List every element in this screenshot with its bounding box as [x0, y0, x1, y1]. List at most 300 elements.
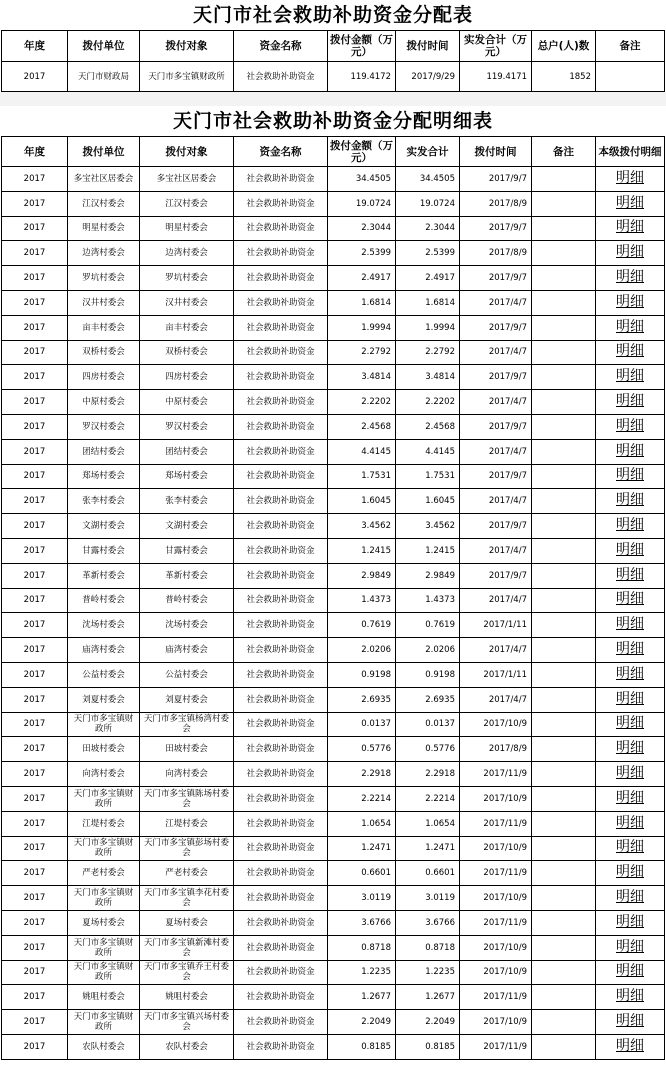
actual-total-cell: 4.4145: [396, 439, 460, 464]
actual-total-cell: 1.2471: [396, 836, 460, 861]
amount-cell: 3.6766: [328, 910, 396, 935]
detail-link-cell: [596, 514, 665, 539]
remark-cell: [532, 588, 596, 613]
amount-cell: 2.0206: [328, 638, 396, 663]
recipient-cell: 普岭村委会: [140, 588, 234, 613]
actual-total-cell: 1.7531: [396, 464, 460, 489]
remark-cell: [532, 960, 596, 985]
table-row: [2, 439, 665, 464]
amount-cell: 2.9849: [328, 563, 396, 588]
detail-link[interactable]: 明细: [616, 963, 644, 980]
remark-cell: [532, 886, 596, 911]
actual-total-cell: 0.6601: [396, 861, 460, 886]
remark-cell: [532, 340, 596, 365]
year-cell: 2017: [2, 687, 68, 712]
payer-cell: 天门市多宝镇财政所: [68, 935, 140, 960]
date-cell: 2017/8/9: [460, 737, 532, 762]
recipient-cell: 向湾村委会: [140, 762, 234, 787]
amount-cell: 2.4568: [328, 414, 396, 439]
amount-cell: 1.0654: [328, 811, 396, 836]
detail-link[interactable]: 明细: [616, 566, 644, 583]
remark-cell: [532, 1034, 596, 1059]
fund-name-cell: 社会救助补助资金: [234, 439, 328, 464]
amount-cell: 2.2049: [328, 1010, 396, 1035]
detail-link[interactable]: 明细: [616, 814, 644, 831]
recipient-cell: 罗汉村委会: [140, 414, 234, 439]
year-cell: 2017: [2, 191, 68, 216]
amount-cell: 2.6935: [328, 687, 396, 712]
year-cell: 2017: [2, 886, 68, 911]
remark-cell: [532, 514, 596, 539]
fund-name-cell: 社会救助补助资金: [234, 613, 328, 638]
actual-total-cell: 2.0206: [396, 638, 460, 663]
remark-cell: [596, 62, 665, 92]
detail-link-cell: [596, 340, 665, 365]
remark-cell: [532, 1010, 596, 1035]
year-cell: 2017: [2, 588, 68, 613]
amount-cell: 0.8718: [328, 935, 396, 960]
fund-name-cell: 社会救助补助资金: [234, 836, 328, 861]
column-header: 备注: [596, 31, 665, 62]
remark-cell: [532, 167, 596, 192]
payer-cell: 沈场村委会: [68, 613, 140, 638]
actual-total-cell: 3.4562: [396, 514, 460, 539]
amount-cell: 2.2214: [328, 786, 396, 811]
fund-name-cell: 社会救助补助资金: [234, 737, 328, 762]
detail-link-cell: [596, 886, 665, 911]
date-cell: 2017/11/9: [460, 910, 532, 935]
table-row: [2, 910, 665, 935]
amount-cell: 1.7531: [328, 464, 396, 489]
remark-cell: [532, 861, 596, 886]
recipient-cell: 姚咀村委会: [140, 985, 234, 1010]
detail-link-cell: [596, 712, 665, 737]
actual-total-cell: 2.2202: [396, 390, 460, 415]
remark-cell: [532, 489, 596, 514]
year-cell: 2017: [2, 836, 68, 861]
year-cell: 2017: [2, 613, 68, 638]
year-cell: 2017: [2, 762, 68, 787]
year-cell: 2017: [2, 439, 68, 464]
column-header: 拨付金额（万元）: [328, 137, 396, 167]
date-cell: 2017/9/7: [460, 514, 532, 539]
detail-section: [0, 106, 666, 1060]
date-cell: 2017/9/29: [396, 62, 460, 92]
fund-name-cell: 社会救助补助资金: [234, 762, 328, 787]
payer-cell: 罗坑村委会: [68, 266, 140, 291]
detail-link[interactable]: 明细: [616, 368, 644, 385]
recipient-cell: 田坡村委会: [140, 737, 234, 762]
detail-link[interactable]: 明细: [616, 467, 644, 484]
detail-link-cell: [596, 290, 665, 315]
fund-name-cell: 社会救助补助资金: [234, 1010, 328, 1035]
detail-link-cell: [596, 241, 665, 266]
detail-link[interactable]: 明细: [616, 219, 644, 236]
year-cell: 2017: [2, 365, 68, 390]
year-cell: 2017: [2, 935, 68, 960]
actual-total-cell: 1.6814: [396, 290, 460, 315]
payer-cell: 汉井村委会: [68, 290, 140, 315]
amount-cell: 34.4505: [328, 167, 396, 192]
payer-cell: 严老村委会: [68, 861, 140, 886]
year-cell: 2017: [2, 266, 68, 291]
recipient-cell: 天门市多宝镇新滩村委会: [140, 935, 234, 960]
payer-cell: 庙湾村委会: [68, 638, 140, 663]
table-row: [2, 167, 665, 192]
date-cell: 2017/8/9: [460, 191, 532, 216]
remark-cell: [532, 266, 596, 291]
table-row: [2, 712, 665, 737]
detail-link[interactable]: 明细: [616, 293, 644, 310]
table-row: [2, 886, 665, 911]
detail-link[interactable]: 明细: [616, 318, 644, 335]
detail-link-cell: [596, 910, 665, 935]
recipient-cell: 公益村委会: [140, 662, 234, 687]
fund-name-cell: 社会救助补助资金: [234, 687, 328, 712]
detail-link[interactable]: 明细: [616, 1012, 644, 1029]
year-cell: 2017: [2, 737, 68, 762]
table-row: [2, 563, 665, 588]
table-row: [2, 216, 665, 241]
table-row: [2, 241, 665, 266]
payer-cell: 中原村委会: [68, 390, 140, 415]
table-row: [2, 514, 665, 539]
table-row: [2, 836, 665, 861]
detail-link[interactable]: 明细: [616, 269, 644, 286]
fund-name-cell: 社会救助补助资金: [234, 241, 328, 266]
detail-link-cell: [596, 315, 665, 340]
remark-cell: [532, 241, 596, 266]
remark-cell: [532, 414, 596, 439]
table-row: [2, 811, 665, 836]
table-row: [2, 662, 665, 687]
year-cell: 2017: [2, 489, 68, 514]
payer-cell: 亩丰村委会: [68, 315, 140, 340]
amount-cell: 2.2792: [328, 340, 396, 365]
fund-name-cell: 社会救助补助资金: [234, 390, 328, 415]
fund-name-cell: 社会救助补助资金: [234, 266, 328, 291]
column-header: 备注: [532, 137, 596, 167]
date-cell: 2017/10/9: [460, 836, 532, 861]
amount-cell: 1.2415: [328, 538, 396, 563]
detail-link[interactable]: 明细: [616, 1037, 644, 1054]
amount-cell: 0.9198: [328, 662, 396, 687]
detail-link[interactable]: 明细: [616, 889, 644, 905]
detail-link[interactable]: 明细: [616, 393, 644, 410]
year-cell: 2017: [2, 1010, 68, 1035]
amount-cell: 2.2918: [328, 762, 396, 787]
payer-cell: 天门市多宝镇财政所: [68, 960, 140, 985]
date-cell: 2017/11/9: [460, 762, 532, 787]
recipient-cell: 罗坑村委会: [140, 266, 234, 291]
detail-link[interactable]: 明细: [616, 740, 644, 757]
detail-link[interactable]: 明细: [616, 343, 644, 360]
fund-name-cell: 社会救助补助资金: [234, 365, 328, 390]
detail-link[interactable]: 明细: [616, 541, 644, 558]
year-cell: 2017: [2, 62, 68, 92]
amount-cell: 0.8185: [328, 1034, 396, 1059]
detail-link[interactable]: 明细: [616, 715, 644, 732]
payer-cell: 多宝社区居委会: [68, 167, 140, 192]
detail-link-cell: [596, 266, 665, 291]
detail-link-cell: [596, 638, 665, 663]
fund-name-cell: 社会救助补助资金: [234, 811, 328, 836]
detail-link-cell: [596, 737, 665, 762]
summary-table: [1, 30, 665, 92]
year-cell: 2017: [2, 985, 68, 1010]
payer-cell: 天门市多宝镇财政所: [68, 886, 140, 911]
recipient-cell: 天门市多宝镇杨湾村委会: [140, 712, 234, 737]
year-cell: 2017: [2, 638, 68, 663]
recipient-cell: 天门市多宝镇李花村委会: [140, 886, 234, 911]
recipient-cell: 汉井村委会: [140, 290, 234, 315]
recipient-cell: 团结村委会: [140, 439, 234, 464]
amount-cell: 1.4373: [328, 588, 396, 613]
column-header: 拨付对象: [140, 31, 234, 62]
payer-cell: 江汉村委会: [68, 191, 140, 216]
actual-total-cell: 3.4814: [396, 365, 460, 390]
year-cell: 2017: [2, 960, 68, 985]
recipient-cell: 四房村委会: [140, 365, 234, 390]
column-header: 实发合计: [396, 137, 460, 167]
amount-cell: 0.6601: [328, 861, 396, 886]
payer-cell: 天门市多宝镇财政所: [68, 786, 140, 811]
detail-link[interactable]: 明细: [616, 244, 644, 261]
detail-link[interactable]: 明细: [616, 665, 644, 682]
actual-total-cell: 2.2792: [396, 340, 460, 365]
payer-cell: 农队村委会: [68, 1034, 140, 1059]
date-cell: 2017/11/9: [460, 985, 532, 1010]
detail-link-cell: [596, 861, 665, 886]
amount-cell: 3.4562: [328, 514, 396, 539]
detail-link-cell: [596, 414, 665, 439]
date-cell: 2017/4/7: [460, 439, 532, 464]
remark-cell: [532, 786, 596, 811]
date-cell: 2017/11/9: [460, 861, 532, 886]
detail-link-cell: [596, 811, 665, 836]
section-divider: [0, 92, 666, 106]
fund-name-cell: 社会救助补助资金: [234, 886, 328, 911]
table-row: [2, 687, 665, 712]
remark-cell: [532, 464, 596, 489]
recipient-cell: 张李村委会: [140, 489, 234, 514]
date-cell: 2017/4/7: [460, 489, 532, 514]
detail-link[interactable]: 明细: [616, 517, 644, 534]
fund-name-cell: 社会救助补助资金: [234, 489, 328, 514]
recipient-cell: 边湾村委会: [140, 241, 234, 266]
amount-cell: 1.2235: [328, 960, 396, 985]
year-cell: 2017: [2, 315, 68, 340]
payer-cell: 郑场村委会: [68, 464, 140, 489]
payer-cell: 天门市多宝镇财政所: [68, 712, 140, 737]
remark-cell: [532, 613, 596, 638]
recipient-cell: 天门市多宝镇陈场村委会: [140, 786, 234, 811]
fund-name-cell: 社会救助补助资金: [234, 464, 328, 489]
detail-link[interactable]: 明细: [616, 864, 644, 881]
fund-name-cell: 社会救助补助资金: [234, 712, 328, 737]
recipient-cell: 严老村委会: [140, 861, 234, 886]
date-cell: 2017/9/7: [460, 365, 532, 390]
amount-cell: 0.5776: [328, 737, 396, 762]
remark-cell: [532, 687, 596, 712]
date-cell: 2017/4/7: [460, 390, 532, 415]
detail-link[interactable]: 明细: [616, 988, 644, 1005]
year-cell: 2017: [2, 167, 68, 192]
actual-total-cell: 1.2235: [396, 960, 460, 985]
column-header: 拨付单位: [68, 31, 140, 62]
recipient-cell: 江汉村委会: [140, 191, 234, 216]
table-row: [2, 315, 665, 340]
detail-link[interactable]: 明细: [616, 789, 644, 806]
year-cell: 2017: [2, 514, 68, 539]
remark-cell: [532, 290, 596, 315]
amount-cell: 3.0119: [328, 886, 396, 911]
detail-link-cell: [596, 216, 665, 241]
column-header: 拨付单位: [68, 137, 140, 167]
detail-link[interactable]: 明细: [616, 839, 644, 856]
table-row: [2, 588, 665, 613]
amount-cell: 119.4172: [328, 62, 396, 92]
detail-link[interactable]: 明细: [616, 616, 644, 633]
date-cell: 2017/4/7: [460, 290, 532, 315]
detail-link[interactable]: 明细: [616, 591, 644, 608]
detail-link-cell: [596, 538, 665, 563]
column-header: 总户(人)数: [532, 31, 596, 62]
summary-title: 天门市社会救助补助资金分配表: [192, 4, 473, 26]
remark-cell: [532, 638, 596, 663]
detail-link[interactable]: 明细: [616, 417, 644, 434]
actual-total-cell: 1.9994: [396, 315, 460, 340]
detail-link[interactable]: 明细: [616, 194, 644, 211]
summary-section: [0, 0, 666, 92]
detail-link[interactable]: 明细: [616, 169, 644, 186]
detail-link[interactable]: 明细: [616, 938, 644, 955]
remark-cell: [532, 390, 596, 415]
date-cell: 2017/10/9: [460, 960, 532, 985]
actual-total-cell: 2.2918: [396, 762, 460, 787]
remark-cell: [532, 365, 596, 390]
payer-cell: 边湾村委会: [68, 241, 140, 266]
actual-total-cell: 0.9198: [396, 662, 460, 687]
actual-total-cell: 0.7619: [396, 613, 460, 638]
payer-cell: 刘夏村委会: [68, 687, 140, 712]
fund-name-cell: 社会救助补助资金: [234, 191, 328, 216]
column-header: 拨付金额（万元）: [328, 31, 396, 62]
recipient-cell: 刘夏村委会: [140, 687, 234, 712]
amount-cell: 1.9994: [328, 315, 396, 340]
detail-link-cell: [596, 489, 665, 514]
table-row: [2, 935, 665, 960]
table-row: [2, 489, 665, 514]
date-cell: 2017/10/9: [460, 886, 532, 911]
amount-cell: 1.6814: [328, 290, 396, 315]
payer-cell: 明星村委会: [68, 216, 140, 241]
fund-name-cell: 社会救助补助资金: [234, 588, 328, 613]
table-row: [2, 191, 665, 216]
detail-title: 天门市社会救助补助资金分配明细表: [172, 110, 493, 132]
actual-total-cell: 2.2214: [396, 786, 460, 811]
detail-link[interactable]: 明细: [616, 913, 644, 930]
detail-link-cell: [596, 390, 665, 415]
detail-link[interactable]: 明细: [616, 442, 644, 459]
column-header: 年度: [2, 137, 68, 167]
fund-name-cell: 社会救助补助资金: [234, 861, 328, 886]
remark-cell: [532, 811, 596, 836]
detail-link-cell: [596, 563, 665, 588]
fund-name-cell: 社会救助补助资金: [234, 935, 328, 960]
summary-header-row: [2, 31, 665, 62]
date-cell: 2017/9/7: [460, 167, 532, 192]
recipient-cell: 庙湾村委会: [140, 638, 234, 663]
amount-cell: 2.3044: [328, 216, 396, 241]
actual-total-cell: 0.0137: [396, 712, 460, 737]
remark-cell: [532, 762, 596, 787]
payer-cell: 天门市多宝镇财政所: [68, 836, 140, 861]
fund-name-cell: 社会救助补助资金: [234, 563, 328, 588]
year-cell: 2017: [2, 563, 68, 588]
date-cell: 2017/9/7: [460, 315, 532, 340]
amount-cell: 2.2202: [328, 390, 396, 415]
payer-cell: 罗汉村委会: [68, 414, 140, 439]
payer-cell: 双桥村委会: [68, 340, 140, 365]
remark-cell: [532, 315, 596, 340]
remark-cell: [532, 538, 596, 563]
detail-link-cell: [596, 985, 665, 1010]
table-row: [2, 62, 665, 92]
detail-link[interactable]: 明细: [616, 492, 644, 509]
table-row: [2, 538, 665, 563]
amount-cell: 2.4917: [328, 266, 396, 291]
remark-cell: [532, 910, 596, 935]
column-header: 年度: [2, 31, 68, 62]
detail-link[interactable]: 明细: [616, 641, 644, 658]
recipient-cell: 亩丰村委会: [140, 315, 234, 340]
year-cell: 2017: [2, 390, 68, 415]
amount-cell: 1.6045: [328, 489, 396, 514]
remark-cell: [532, 439, 596, 464]
detail-header-row: [2, 137, 665, 167]
detail-table: [1, 136, 665, 1060]
recipient-cell: 文湖村委会: [140, 514, 234, 539]
remark-cell: [532, 935, 596, 960]
detail-link-cell: [596, 836, 665, 861]
amount-cell: 0.7619: [328, 613, 396, 638]
actual-total-cell: 1.2415: [396, 538, 460, 563]
column-header: 实发合计（万元）: [460, 31, 532, 62]
date-cell: 2017/1/11: [460, 662, 532, 687]
year-cell: 2017: [2, 216, 68, 241]
date-cell: 2017/4/7: [460, 588, 532, 613]
detail-link[interactable]: 明细: [616, 765, 644, 782]
year-cell: 2017: [2, 811, 68, 836]
detail-link[interactable]: 明细: [616, 690, 644, 707]
table-row: [2, 464, 665, 489]
remark-cell: [532, 836, 596, 861]
actual-total-cell: 2.2049: [396, 1010, 460, 1035]
year-cell: 2017: [2, 241, 68, 266]
actual-total-cell: 1.2677: [396, 985, 460, 1010]
year-cell: 2017: [2, 464, 68, 489]
fund-name-cell: 社会救助补助资金: [234, 910, 328, 935]
recipient-cell: 双桥村委会: [140, 340, 234, 365]
year-cell: 2017: [2, 414, 68, 439]
table-row: [2, 786, 665, 811]
payer-cell: 天门市财政局: [68, 62, 140, 92]
recipient-cell: 沈场村委会: [140, 613, 234, 638]
table-row: [2, 737, 665, 762]
date-cell: 2017/10/9: [460, 935, 532, 960]
recipient-cell: 明星村委会: [140, 216, 234, 241]
